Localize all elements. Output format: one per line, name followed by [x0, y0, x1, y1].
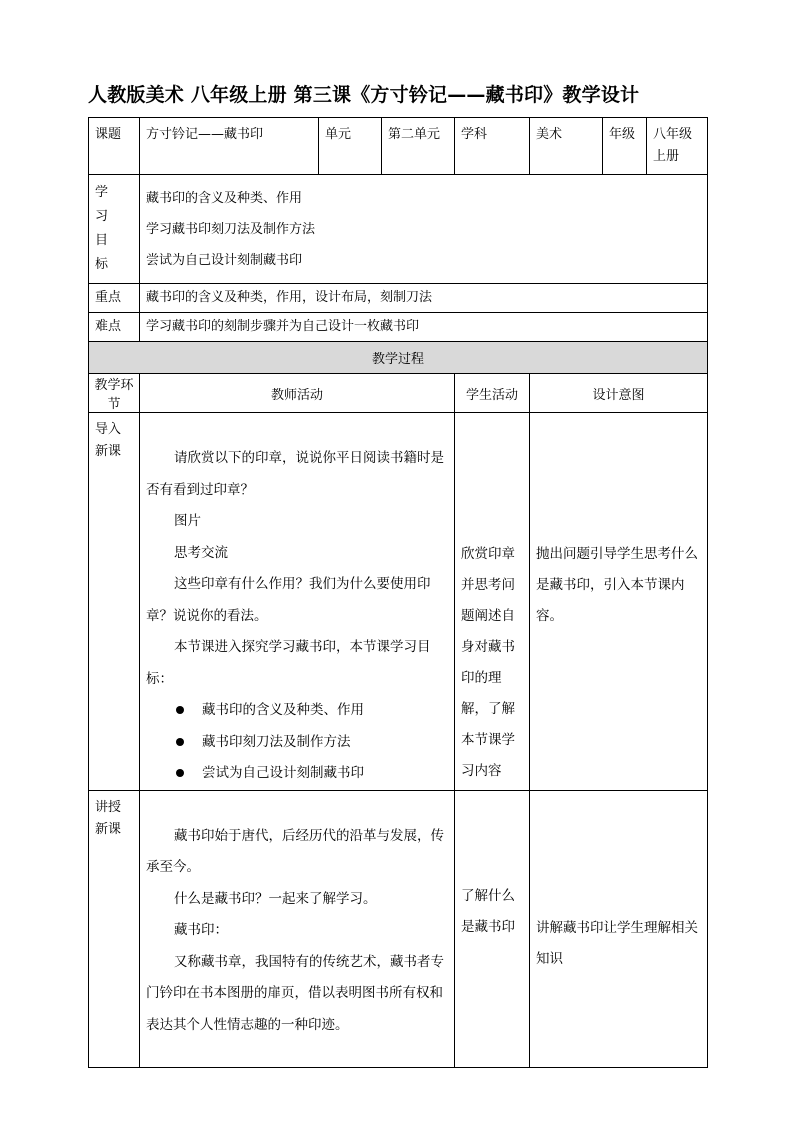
- teacher-paragraph: 本节课进入探究学习藏书印，本节课学习目标：: [146, 639, 431, 687]
- objective-item: 尝试为自己设计刻制藏书印: [146, 252, 303, 268]
- lesson-plan-table: [88, 117, 708, 1068]
- design-intent: 讲解藏书印让学生理解相关知识: [536, 919, 698, 967]
- bullet-item: [146, 727, 448, 759]
- column-header: 教师活动: [140, 374, 455, 413]
- unit-value: 第二单元: [388, 127, 441, 142]
- key-points-value: 藏书印的含义及种类，作用，设计布局，刻制刀法: [146, 290, 433, 305]
- process-header-row: [89, 342, 708, 374]
- difficulties-value: 学习藏书印的刻制步骤并为自己设计一枚藏书印: [146, 319, 420, 334]
- bullet-item: [146, 758, 448, 790]
- column-header: 教学环节: [89, 374, 140, 413]
- document-title: 人教版美术 八年级上册 第三课《方寸钤记——藏书印》教学设计: [88, 84, 640, 106]
- student-activity: 了解什么是藏书印: [461, 887, 515, 935]
- subject-label: 学科: [461, 127, 488, 142]
- stage-label: 讲授新课: [95, 799, 122, 837]
- subject-value: 美术: [536, 127, 563, 142]
- teacher-activity: [140, 791, 454, 1042]
- teacher-paragraph: 又称藏书章，我国特有的传统艺术，藏书者专门钤印在书本图册的扉页，借以表明图书所有权和表达其个人性情志趣的一种印迹。: [146, 953, 444, 1033]
- bullet-text: 藏书印刻刀法及制作方法: [202, 733, 351, 750]
- process-title: 教学过程: [89, 342, 708, 374]
- objectives-row: [89, 175, 708, 284]
- bullet-item: [146, 695, 448, 727]
- bullet-text: 尝试为自己设计刻制藏书印: [202, 765, 364, 781]
- teacher-paragraph: 请欣赏以下的印章，说说你平日阅读书籍时是否有看到过印章？: [146, 450, 444, 498]
- column-header: 学生活动: [455, 374, 530, 413]
- key-points-row: [89, 284, 708, 313]
- grade-value: 八年级上册: [653, 127, 693, 164]
- key-points-label: 重点: [95, 290, 122, 305]
- column-header-row: [89, 374, 708, 413]
- teacher-activity: [140, 413, 454, 790]
- topic-value: 方寸钤记——藏书印: [146, 127, 264, 142]
- objectives-list: [140, 181, 707, 278]
- teacher-paragraph: 这些印章有什么作用？我们为什么要使用印章？说说你的看法。: [146, 576, 431, 624]
- teacher-paragraph: 藏书印始于唐代，后经历代的沿革与发展，传承至今。: [146, 827, 444, 875]
- teacher-paragraph: 藏书印：: [174, 922, 228, 938]
- bullet-text: 藏书印的含义及种类、作用: [202, 702, 364, 718]
- objective-item: 学习藏书印刻刀法及制作方法: [146, 221, 316, 237]
- objectives-label: 学习目标: [95, 185, 109, 272]
- objective-item: 藏书印的含义及种类、作用: [146, 190, 303, 206]
- topic-label: 课题: [95, 127, 122, 142]
- bullet-dot: [176, 769, 184, 777]
- grade-label: 年级: [609, 127, 636, 142]
- teacher-paragraph: 什么是藏书印？一起来了解学习。: [174, 890, 377, 907]
- section-row: [89, 790, 708, 1067]
- section-row: [89, 413, 708, 791]
- teacher-paragraph: 思考交流: [174, 544, 228, 561]
- unit-label: 单元: [325, 127, 352, 142]
- student-activity: 欣赏印章并思考问题阐述自身对藏书印的理解，了解本节课学习内容: [461, 546, 515, 779]
- difficulties-label: 难点: [95, 319, 122, 334]
- design-intent: 抛出问题引导学生思考什么是藏书印，引入本节课内容。: [536, 546, 698, 624]
- bullet-dot: [176, 706, 184, 714]
- bullet-dot: [176, 738, 184, 746]
- column-header: 设计意图: [530, 374, 708, 413]
- teacher-paragraph: 图片: [174, 513, 201, 529]
- difficulties-row: [89, 313, 708, 342]
- stage-label: 导入新课: [95, 422, 122, 459]
- header-row: [89, 118, 708, 175]
